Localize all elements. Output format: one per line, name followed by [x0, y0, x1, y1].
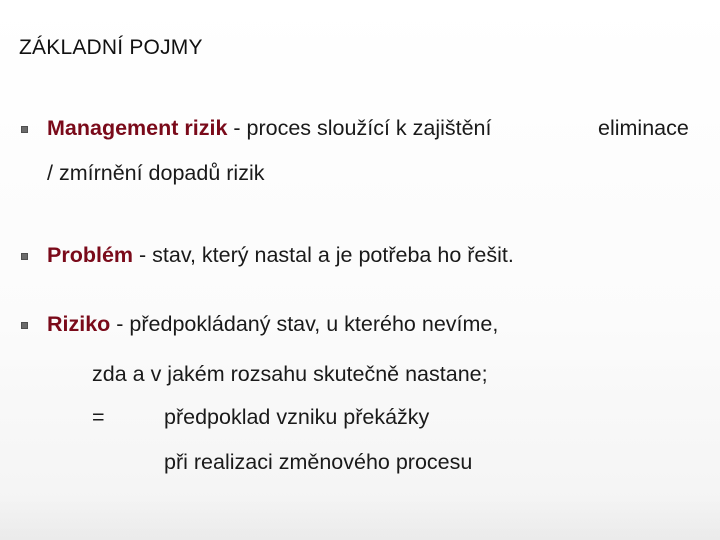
item-1-text-right: eliminace [598, 116, 689, 140]
bullet-3-icon [21, 322, 28, 329]
item-3-line-1 [47, 312, 498, 337]
item-1-line-1 [47, 116, 492, 141]
item-3-text: - předpokládaný stav, u kterého nevíme, [110, 312, 499, 336]
item-3-equals: = [92, 405, 105, 429]
slide-title: ZÁKLADNÍ POJMY [19, 36, 203, 59]
item-3-line-2: zda a v jakém rozsahu skutečně nastane; [92, 362, 488, 386]
item-2-term: Problém [47, 243, 134, 267]
item-3-line-4: při realizaci změnového procesu [164, 450, 473, 474]
item-3-line-3: předpoklad vzniku překážky [164, 405, 430, 429]
item-1-continuation: / zmírnění dopadů rizik [47, 161, 265, 185]
bullet-2-icon [21, 253, 28, 260]
item-2-line-1 [47, 243, 514, 268]
item-1-term: Management rizik [47, 116, 228, 140]
item-3-term: Riziko [47, 312, 111, 336]
item-2-text: - stav, který nastal a je potřeba ho řešit. [133, 243, 514, 267]
item-1-text: - proces sloužící k zajištění [227, 116, 492, 140]
slide-bottom-shade [0, 494, 720, 540]
bullet-1-icon [21, 126, 28, 133]
